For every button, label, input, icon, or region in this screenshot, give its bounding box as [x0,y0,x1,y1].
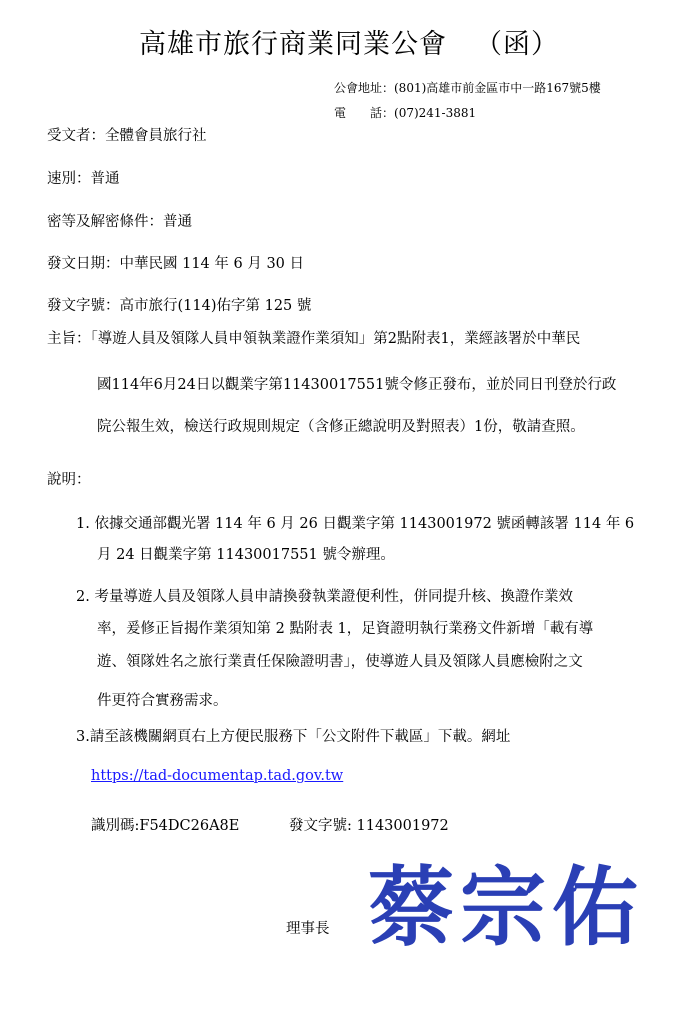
phone-number: (07)241-3881 [394,106,477,120]
item2-line-3: 遊、領隊姓名之旅行業責任保險證明書」，使導遊人員及領隊人員應檢附之文 [97,654,583,670]
download-url-link[interactable]: https://tad-documentap.tad.gov.tw [91,768,344,784]
issue-date: 發文日期：中華民國 114 年 6 月 30 日 [47,256,305,272]
item3-line: 3.請至該機關網頁右上方便民服務下「公文附件下載區」下載。網址 [76,729,511,745]
item1-line-1: 1. 依據交通部觀光署 114 年 6 月 26 日觀業字第 1143001972 號函轉該署 114 年 6 [76,516,635,532]
recipient: 受文者：全體會員旅行社 [47,128,207,144]
item1-line-2: 月 24 日觀業字第 11430017551 號令辦理。 [97,547,395,563]
document-number: 發文字號：高市旅行(114)佑字第 125 號 [47,298,312,314]
chairman-signature-seal: 蔡宗佑 [368,857,644,958]
subject-line-2: 國114年6月24日以觀業字第11430017551號令修正發布，並於同日刊登於行政 [97,377,617,393]
item2-line-2: 率，爰修正旨揭作業須知第 2 點附表 1，足資證明執行業務文件新增「載有導 [97,621,594,637]
identification-code: 識別碼:F54DC26A8E [91,818,240,834]
chairman-title: 理事長 [286,921,330,937]
phone-label: 電 話： [334,106,395,120]
subject-line-3: 院公報生效，檢送行政規則規定（含修正總說明及對照表）1份，敬請查照。 [97,419,585,435]
item2-line-4: 件更符合實務需求。 [97,693,228,709]
association-name: 高雄市旅行商業同業公會 [139,29,447,60]
speed: 速別：普通 [47,171,120,187]
explanation-heading: 說明： [47,472,91,488]
secrecy: 密等及解密條件：普通 [47,214,192,230]
reference-number: 發文字號: 1143001972 [289,818,449,834]
subject-line-1: 主旨：「導遊人員及領隊人員申領執業證作業須知」第2點附表1，業經該署於中華民 [47,331,581,347]
letter-type: （函） [475,29,559,60]
item2-line-1: 2. 考量導遊人員及領隊人員申請換發執業證便利性，併同提升核、換證作業效 [76,589,573,605]
letter-title [0,22,698,61]
phone-line [334,104,476,121]
address-line: 公會地址：(801)高雄市前金區市中一路167號5樓 [334,81,601,95]
